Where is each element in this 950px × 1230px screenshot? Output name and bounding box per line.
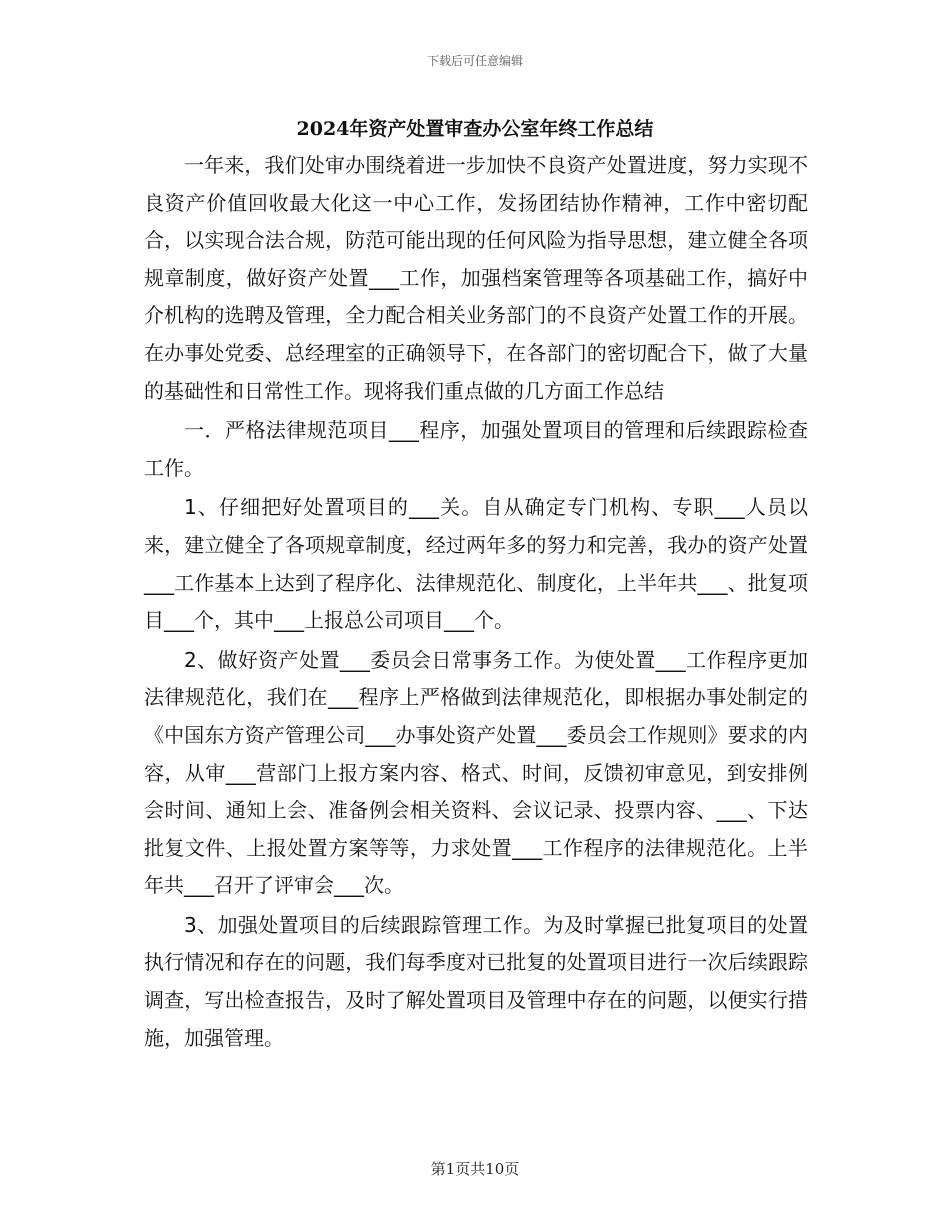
- paragraph-section-1: 一．严格法律规范项目___程序，加强处置项目的管理和后续跟踪检查工作。: [144, 418, 808, 480]
- paragraph-item-3: 3、加强处置项目的后续跟踪管理工作。为及时掌握已批复项目的处置执行情况和存在的问题，我们每季度对已批复的处置项目进行一次后续跟踪调查，写出检查报告，及时了解处置项目及管理中存在的问题，以便实行措施，加强管理。: [144, 912, 808, 1050]
- header-note: 下载后可任意编辑: [426, 54, 523, 68]
- page-footer: 第1页共10页: [430, 1160, 520, 1178]
- paragraph-item-2: 2、做好资产处置___委员会日常事务工作。为使处置___工作程序更加法律规范化，我们在___程序上严格做到法律规范化，即根据办事处制定的《中国东方资产管理公司___办事处资产处置___委员会工作规则》要求的内容，从审___营部门上报方案内容、格式、时间，反馈初审意见，到安排例会时间、通知上会、准备例会相关资料、会议记录、投票内容、___、下达批复文件、上报处置方案等等，力求处置___工作程序的法律规范化。上半年共___召开了评审会___次。: [144, 647, 808, 898]
- document-title: 2024年资产处置审查办公室年终工作总结: [296, 118, 654, 140]
- paragraph-item-1: 1、仔细把好处置项目的___关。自从确定专门机构、专职___人员以来，建立健全了各项规章制度，经过两年多的努力和完善，我办的资产处置___工作基本上达到了程序化、法律规范化、制度化，上半年共___、批复项目___个，其中___上报总公司项目___个。: [144, 495, 808, 633]
- paragraph-intro: 一年来，我们处审办围绕着进一步加快不良资产处置进度，努力实现不良资产价值回收最大化这一中心工作，发扬团结协作精神，工作中密切配合，以实现合法合规，防范可能出现的任何风险为指导思想，建立健全各项规章制度，做好资产处置___工作，加强档案管理等各项基础工作，搞好中介机构的选聘及管理，全力配合相关业务部门的不良资产处置工作的开展。在办事处党委、总经理室的正确领导下，在各部门的密切配合下，做了大量的基础性和日常性工作。现将我们重点做的几方面工作总结: [144, 153, 808, 403]
- document-body: [144, 147, 808, 1059]
